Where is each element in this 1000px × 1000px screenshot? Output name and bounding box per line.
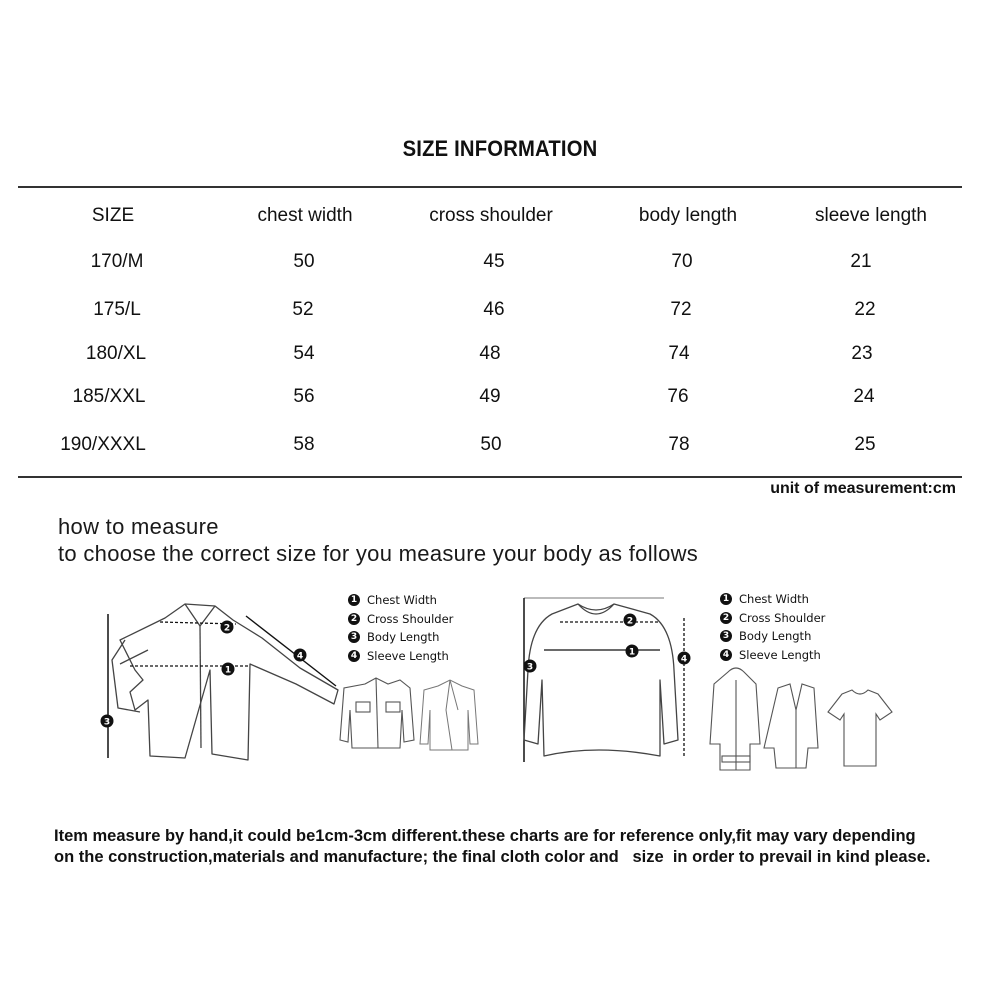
sleeve-cell: 24 <box>853 386 875 407</box>
legend-left <box>348 591 453 665</box>
marker-4-label: 4 <box>296 651 304 662</box>
marker-1-label: 1 <box>628 647 636 658</box>
how-to-instruction: to choose the correct size for you measure your body as follows <box>58 541 699 566</box>
tshirt-icon <box>828 690 892 766</box>
disclaimer <box>54 826 974 868</box>
hoodie-icon <box>710 668 760 770</box>
marker-4-label: 4 <box>680 654 688 665</box>
legend-label: Chest Width <box>367 593 437 608</box>
size-cell: 185/XXL <box>72 386 146 407</box>
marker-1 <box>626 645 639 658</box>
size-cell: 170/M <box>90 251 144 272</box>
legend-label: Body Length <box>739 629 812 644</box>
marker-3-label: 3 <box>103 717 111 728</box>
marker-3 <box>101 715 114 728</box>
length-cell: 76 <box>667 386 689 407</box>
legend-label: Cross Shoulder <box>367 611 454 626</box>
length-cell: 74 <box>668 343 690 364</box>
marker-2-label: 2 <box>223 623 231 634</box>
chest-cell: 56 <box>293 386 315 407</box>
jacket-icon <box>340 678 414 748</box>
legend-label: Cross Shoulder <box>739 610 826 625</box>
legend-label: Sleeve Length <box>367 648 449 663</box>
legend-item <box>348 628 453 647</box>
shoulder-cell: 49 <box>479 386 501 407</box>
shoulder-cell: 48 <box>479 343 501 364</box>
marker-4 <box>678 652 691 665</box>
sleeve-cell: 21 <box>850 251 872 272</box>
marker-4 <box>294 649 307 662</box>
disclaimer-line-1: Item measure by hand,it could be1cm-3cm different.these charts are for reference only,fit may vary depending <box>54 827 916 845</box>
marker-2 <box>624 614 637 627</box>
table-top-rule <box>18 186 962 188</box>
cardigan-icon <box>764 684 818 768</box>
legend-label: Chest Width <box>739 592 809 607</box>
blazer-icon <box>420 680 478 750</box>
shoulder-cell: 45 <box>483 251 505 272</box>
chest-cell: 54 <box>293 343 315 364</box>
marker-2-label: 2 <box>626 616 634 627</box>
legend-item <box>720 609 825 628</box>
header-cross-shoulder: cross shoulder <box>429 205 553 226</box>
legend-number: 1 <box>348 594 360 606</box>
shoulder-cell: 46 <box>483 299 505 320</box>
legend-number: 4 <box>348 650 360 662</box>
marker-3 <box>524 660 537 673</box>
header-sleeve-length: sleeve length <box>815 205 927 226</box>
chest-cell: 58 <box>293 434 315 455</box>
chest-cell: 52 <box>292 299 314 320</box>
legend-item <box>720 646 825 665</box>
legend-number: 3 <box>348 631 360 643</box>
how-to-heading: how to measure <box>58 514 219 539</box>
sleeve-cell: 25 <box>854 434 876 455</box>
sleeve-cell: 23 <box>851 343 873 364</box>
legend-item <box>348 610 453 629</box>
sleeve-length-line <box>246 616 336 686</box>
legend-number: 1 <box>720 593 732 605</box>
size-cell: 175/L <box>93 299 141 320</box>
size-cell: 190/XXXL <box>60 434 146 455</box>
unit-note: unit of measurement:cm <box>770 480 956 497</box>
length-cell: 72 <box>670 299 692 320</box>
sleeve-cell: 22 <box>854 299 876 320</box>
legend-number: 2 <box>720 612 732 624</box>
size-cell: 180/XL <box>85 343 147 364</box>
length-cell: 78 <box>668 434 690 455</box>
marker-1-label: 1 <box>224 665 232 676</box>
page-title: SIZE INFORMATION <box>402 136 598 161</box>
marker-2 <box>221 621 234 634</box>
legend-item <box>720 627 825 646</box>
legend-number: 4 <box>720 649 732 661</box>
legend-number: 2 <box>348 613 360 625</box>
legend-right <box>720 590 825 664</box>
length-cell: 70 <box>671 251 693 272</box>
disclaimer-line-2: on the construction,materials and manufacture; the final cloth color and size in order to prevail in kind please. <box>54 848 931 866</box>
table-bottom-rule <box>18 476 962 478</box>
chest-cell: 50 <box>293 251 315 272</box>
marker-1 <box>222 663 235 676</box>
legend-item <box>720 590 825 609</box>
legend-item <box>348 647 453 666</box>
legend-label: Sleeve Length <box>739 647 821 662</box>
legend-number: 3 <box>720 630 732 642</box>
legend-label: Body Length <box>367 630 440 645</box>
legend-item <box>348 591 453 610</box>
shoulder-cell: 50 <box>480 434 502 455</box>
header-body-length: body length <box>638 205 738 226</box>
marker-3-label: 3 <box>526 662 534 673</box>
header-size: SIZE <box>91 205 135 226</box>
header-chest-width: chest width <box>257 205 353 226</box>
